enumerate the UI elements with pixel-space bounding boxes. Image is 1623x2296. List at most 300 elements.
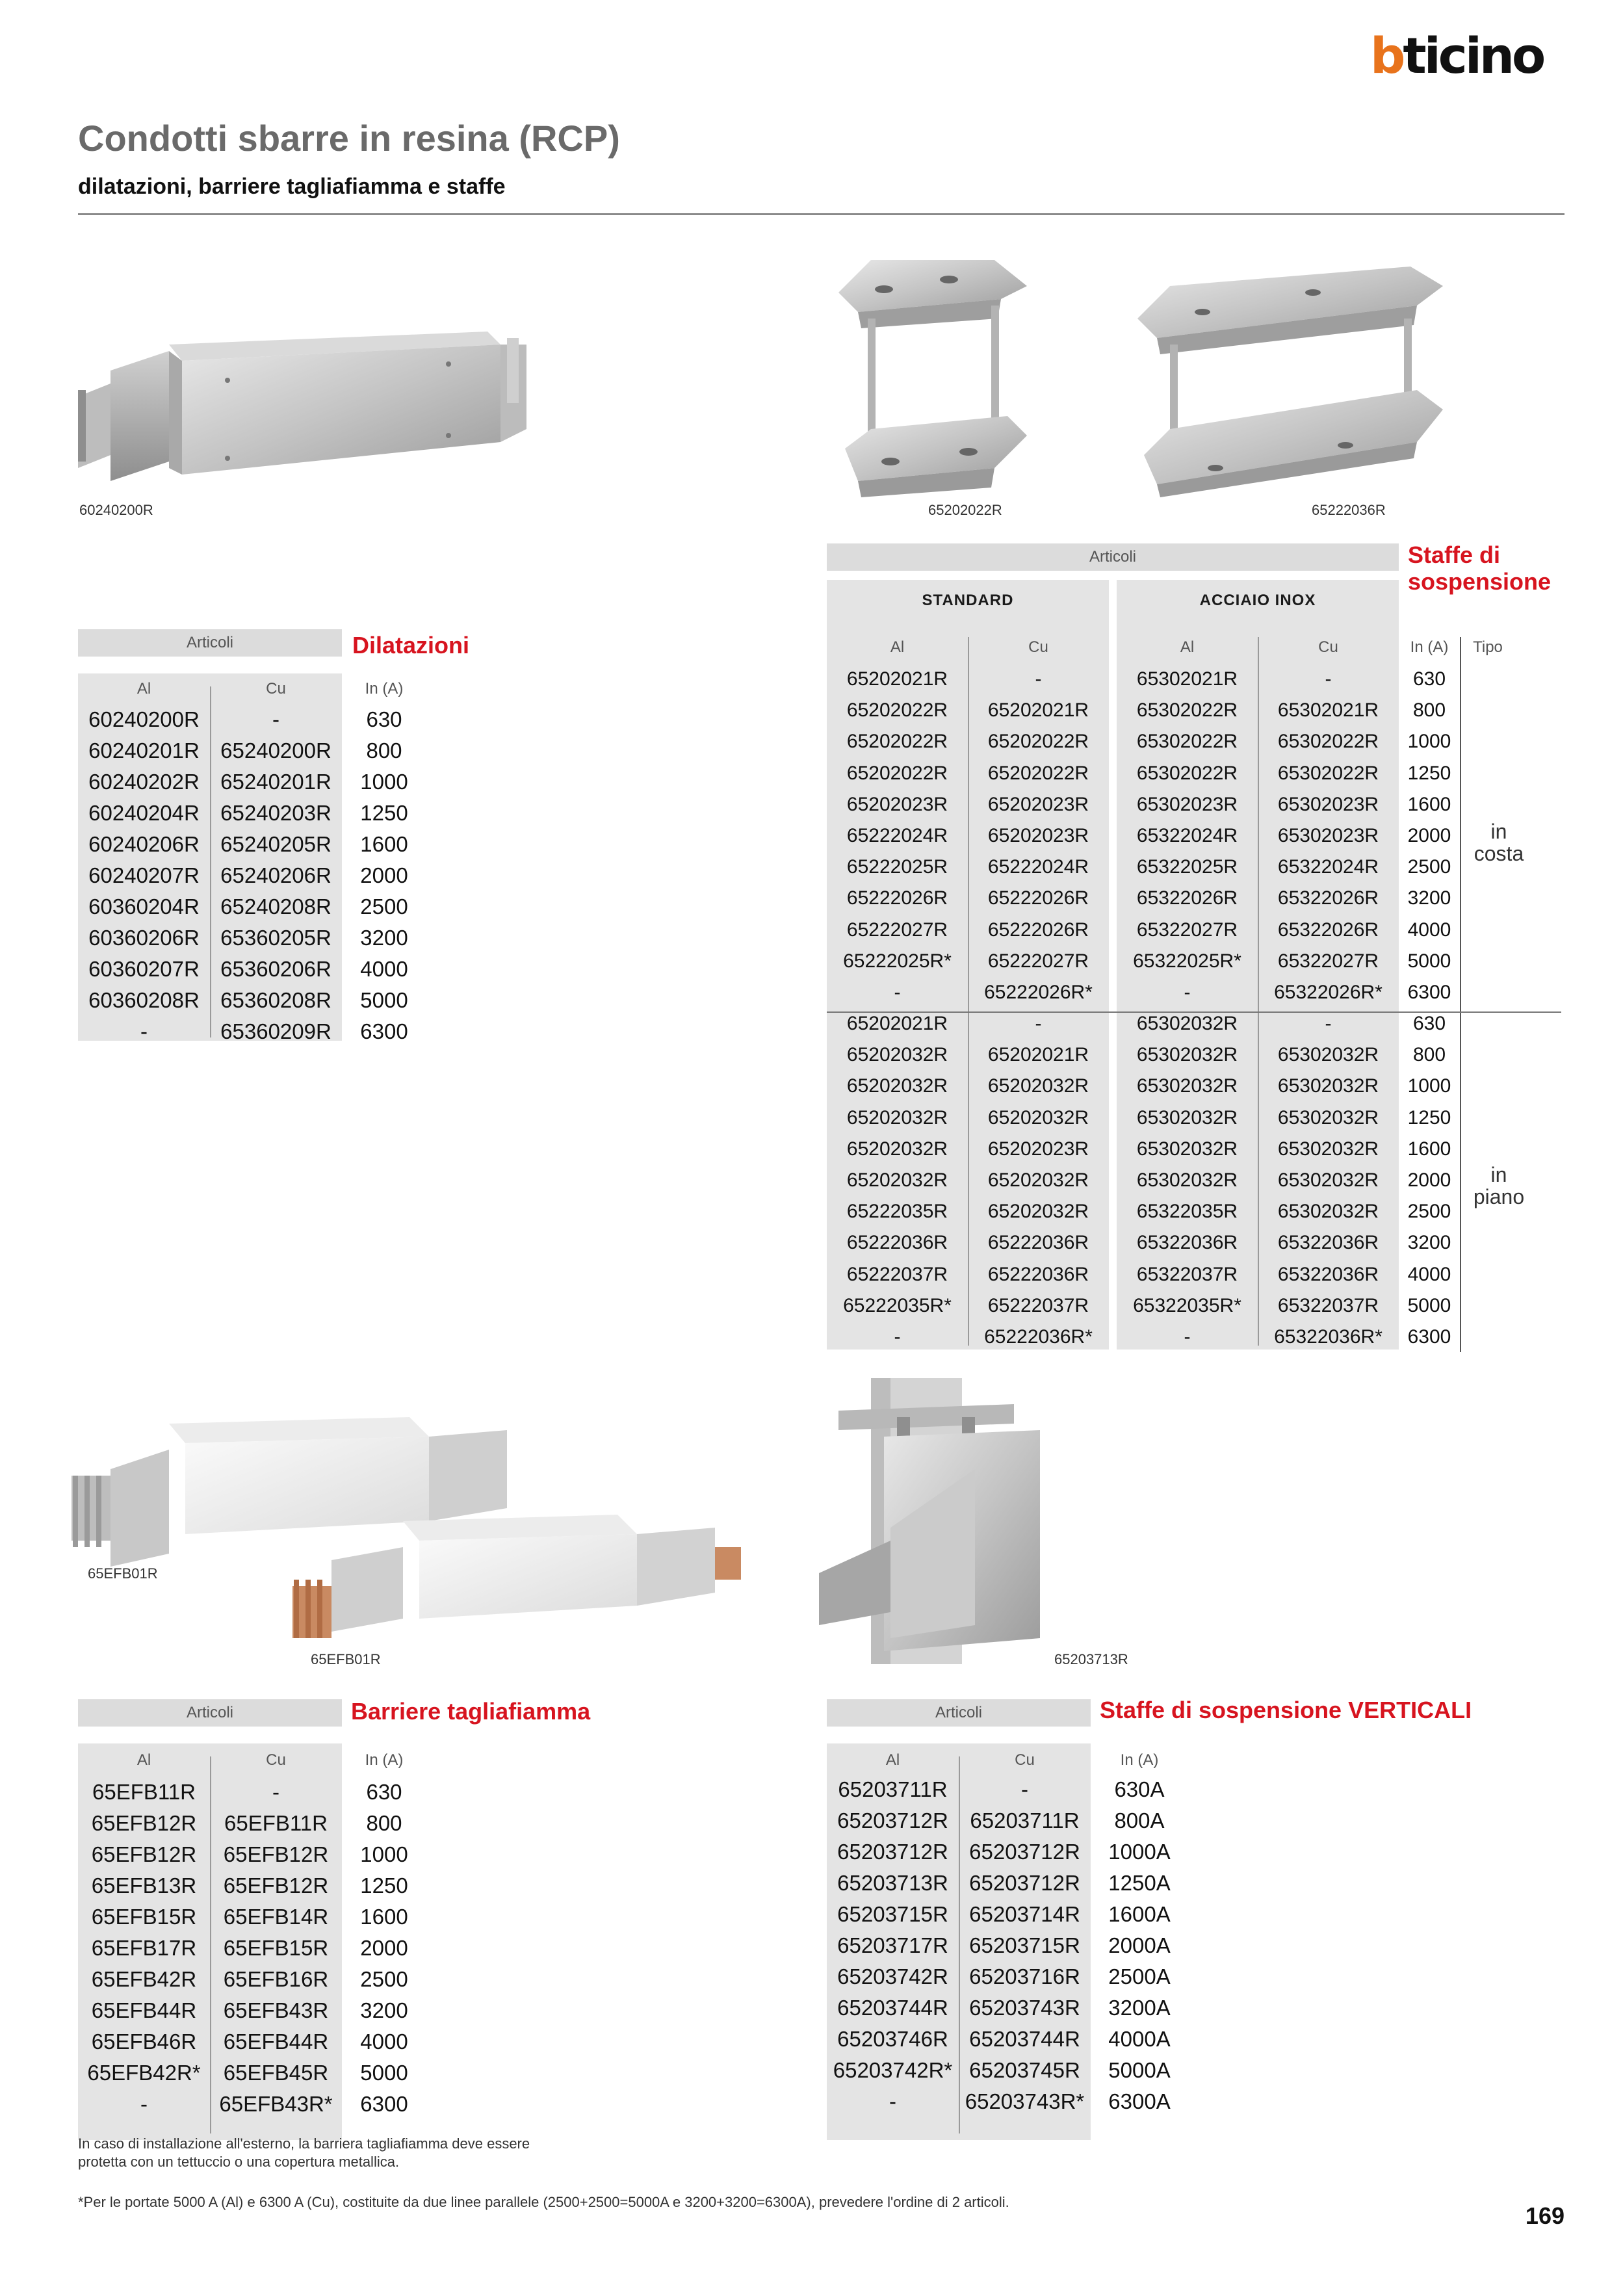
col-cu-inox: Cu bbox=[1318, 638, 1338, 656]
table-cell: 65EFB17R bbox=[91, 1936, 197, 1960]
table-row bbox=[827, 1871, 1188, 1896]
table-cell: 65322026R bbox=[1136, 887, 1238, 909]
col-in: In (A) bbox=[1120, 1751, 1159, 1769]
table-cell: 65202032R bbox=[987, 1169, 1089, 1191]
table-cell: 65EFB14R bbox=[223, 1905, 329, 1929]
table-row bbox=[78, 1873, 426, 1898]
table-cell: - bbox=[1035, 1013, 1042, 1034]
table-cell: 65203712R bbox=[837, 1840, 948, 1864]
table-cell: 65322036R bbox=[1277, 1232, 1379, 1254]
verticali-table bbox=[827, 1699, 1243, 2141]
table-row bbox=[827, 731, 1460, 753]
table-cell: 65302032R bbox=[1277, 1106, 1379, 1128]
table-cell: 65EFB44R bbox=[91, 1998, 197, 2022]
col-cu: Cu bbox=[266, 680, 286, 698]
table-cell: 65240201R bbox=[220, 770, 331, 794]
table-cell: 65203713R bbox=[837, 1871, 948, 1895]
table-cell: 65360209R bbox=[220, 1019, 331, 1043]
header-divider bbox=[78, 213, 1565, 215]
table-row bbox=[78, 988, 426, 1013]
table-cell: 65202032R bbox=[846, 1044, 948, 1066]
table-row bbox=[78, 707, 426, 732]
table-cell: 65222027R bbox=[987, 950, 1089, 972]
table-cell: 5000 bbox=[1407, 950, 1451, 972]
table-cell: 65203742R* bbox=[833, 2058, 953, 2082]
table-cell: 65302032R bbox=[1277, 1044, 1379, 1066]
table-cell: 65203744R bbox=[837, 1996, 948, 2020]
table-cell: - bbox=[140, 2092, 148, 2116]
table-cell: 6300 bbox=[360, 1019, 408, 1043]
table-row bbox=[78, 1780, 426, 1805]
table-cell: 65203743R bbox=[969, 1996, 1080, 2020]
table-cell: 65202022R bbox=[987, 731, 1089, 753]
col-in: In (A) bbox=[365, 680, 404, 698]
barriere-title: Barriere tagliafiamma bbox=[351, 1698, 591, 1725]
table-row bbox=[78, 1998, 426, 2023]
table-row bbox=[827, 699, 1460, 722]
table-cell: 65222035R bbox=[846, 1201, 948, 1223]
table-cell: 60240206R bbox=[88, 832, 200, 856]
table-row bbox=[78, 1842, 426, 1867]
table-cell: 2500 bbox=[360, 894, 408, 919]
col-cu: Cu bbox=[266, 1751, 286, 1769]
table-cell: 65302032R bbox=[1136, 1075, 1238, 1097]
table-cell: 60360206R bbox=[88, 926, 200, 950]
table-cell: 65222026R bbox=[987, 919, 1089, 941]
table-cell: 65EFB15R bbox=[91, 1905, 197, 1929]
table-cell: 60240207R bbox=[88, 863, 200, 887]
table-cell: 65EFB43R bbox=[223, 1998, 329, 2022]
table-row bbox=[827, 1013, 1460, 1035]
table-cell: 3200 bbox=[1407, 1232, 1451, 1254]
table-row bbox=[78, 770, 426, 794]
table-cell: 65203717R bbox=[837, 1933, 948, 1957]
table-cell: 1250A bbox=[1108, 1871, 1171, 1895]
table-row bbox=[78, 1936, 426, 1961]
table-cell: 1000 bbox=[1407, 1075, 1451, 1097]
col-tipo: Tipo bbox=[1473, 638, 1503, 656]
table-cell: 1000 bbox=[1407, 731, 1451, 753]
table-cell: 60240204R bbox=[88, 801, 200, 825]
table-cell: 65202032R bbox=[846, 1169, 948, 1191]
table-cell: 65240205R bbox=[220, 832, 331, 856]
table-row bbox=[78, 832, 426, 857]
table-cell: 65302023R bbox=[1277, 825, 1379, 846]
table-cell: 65202032R bbox=[987, 1075, 1089, 1097]
table-row bbox=[78, 863, 426, 888]
table-cell: 4000 bbox=[360, 957, 408, 981]
table-cell: 800 bbox=[1412, 699, 1446, 722]
table-cell: 1250 bbox=[1407, 762, 1451, 784]
table-cell: 65202022R bbox=[846, 762, 948, 784]
column-headers bbox=[78, 680, 426, 698]
barriera-tagliafiamma-image bbox=[65, 1391, 754, 1638]
table-cell: 65222027R bbox=[846, 919, 948, 941]
table-cell: 2000 bbox=[360, 1936, 408, 1960]
table-cell: 65203742R bbox=[837, 1964, 948, 1989]
table-cell: 65EFB12R bbox=[223, 1842, 329, 1866]
table-cell: 65203712R bbox=[969, 1871, 1080, 1895]
table-cell: 60240202R bbox=[88, 770, 200, 794]
table-cell: 65240200R bbox=[220, 738, 331, 763]
table-cell: 65322036R* bbox=[1274, 1326, 1383, 1348]
table-cell: 65302032R bbox=[1136, 1044, 1238, 1066]
table-cell: 65203743R* bbox=[965, 2089, 1085, 2113]
table-cell: 65203714R bbox=[969, 1902, 1080, 1926]
footnote: *Per le portate 5000 A (Al) e 6300 A (Cu), costituite da due linee parallele (2500+2500=5000A e 3200+3200=6300A), prevedere l'ordine di 2 articoli. bbox=[78, 2194, 1009, 2210]
table-cell: 65EFB46R bbox=[91, 2029, 197, 2054]
col-cu-std: Cu bbox=[1028, 638, 1048, 656]
table-cell: - bbox=[1325, 1013, 1332, 1034]
table-cell: 65202021R bbox=[846, 1013, 948, 1034]
table-cell: 65222024R bbox=[987, 856, 1089, 878]
table-cell: 65222037R bbox=[987, 1294, 1089, 1316]
table-cell: 65322037R bbox=[1136, 1263, 1238, 1285]
table-cell: 5000A bbox=[1108, 2058, 1171, 2082]
table-row bbox=[827, 2058, 1188, 2083]
table-cell: 4000 bbox=[1407, 1263, 1451, 1285]
table-cell: 65322027R bbox=[1136, 919, 1238, 941]
tipo-costa: in costa bbox=[1474, 820, 1524, 865]
table-cell: 5000 bbox=[360, 988, 408, 1012]
table-cell: 65EFB12R bbox=[223, 1873, 329, 1898]
table-cell: 800 bbox=[366, 1811, 402, 1835]
table-cell: 1600 bbox=[360, 832, 408, 856]
table-cell: 65302032R bbox=[1136, 1106, 1238, 1128]
table-cell: 65202032R bbox=[846, 1075, 948, 1097]
table-row bbox=[827, 2089, 1188, 2114]
table-cell: 65322024R bbox=[1136, 825, 1238, 846]
table-row bbox=[78, 801, 426, 826]
table-cell: 65202022R bbox=[987, 762, 1089, 784]
table-row bbox=[827, 982, 1460, 1004]
table-cell: 65202021R bbox=[846, 668, 948, 690]
table-cell: 65302032R bbox=[1136, 1013, 1238, 1034]
table-cell: 2500 bbox=[1407, 856, 1451, 878]
verticali-title: Staffe di sospensione VERTICALI bbox=[1100, 1697, 1472, 1723]
table-cell: 65360208R bbox=[220, 988, 331, 1012]
table-row bbox=[827, 1840, 1188, 1864]
table-cell: 65222036R bbox=[987, 1263, 1089, 1285]
table-cell: 65322037R bbox=[1277, 1294, 1379, 1316]
table-cell: 65203715R bbox=[837, 1902, 948, 1926]
standard-header: STANDARD bbox=[922, 592, 1014, 609]
table-row bbox=[827, 1964, 1188, 1989]
table-cell: 65322027R bbox=[1277, 950, 1379, 972]
table-cell: 65302021R bbox=[1277, 699, 1379, 722]
dilatazioni-table bbox=[78, 629, 494, 1071]
col-al: Al bbox=[136, 680, 151, 698]
table-cell: 65302032R bbox=[1136, 1169, 1238, 1191]
table-cell: 1600A bbox=[1108, 1902, 1171, 1926]
table-cell: 4000 bbox=[360, 2029, 408, 2054]
table-cell: 630 bbox=[366, 1780, 402, 1804]
table-cell: 65202022R bbox=[846, 699, 948, 722]
table-cell: 65202032R bbox=[846, 1106, 948, 1128]
barriera-code-b: 65EFB01R bbox=[311, 1651, 381, 1667]
table-cell: 4000A bbox=[1108, 2027, 1171, 2051]
table-row bbox=[827, 1777, 1188, 1802]
table-cell: 65203712R bbox=[837, 1808, 948, 1833]
table-cell: 65322024R bbox=[1277, 856, 1379, 878]
table-row bbox=[827, 825, 1460, 847]
barriere-note: In caso di installazione all'esterno, la barriera tagliafiamma deve essere protetta con un tettuccio o una copertura metallica. bbox=[78, 2135, 530, 2170]
table-row bbox=[827, 1169, 1460, 1192]
table-cell: - bbox=[889, 2089, 896, 2113]
table-cell: 65EFB45R bbox=[223, 2061, 329, 2085]
table-row bbox=[827, 950, 1460, 972]
staffa-verticale-code: 65203713R bbox=[1054, 1651, 1128, 1667]
table-row bbox=[827, 1326, 1460, 1348]
table-cell: 65302032R bbox=[1136, 1138, 1238, 1160]
table-cell: - bbox=[1325, 668, 1332, 690]
column-divider bbox=[1460, 637, 1461, 1352]
articoli-header: Articoli bbox=[78, 629, 342, 657]
table-cell: 65EFB12R bbox=[91, 1842, 197, 1866]
table-cell: 65302032R bbox=[1277, 1138, 1379, 1160]
table-cell: 1600 bbox=[1407, 1138, 1451, 1160]
table-cell: 630 bbox=[366, 707, 402, 731]
table-cell: - bbox=[272, 1780, 279, 1804]
table-cell: 65EFB42R* bbox=[87, 2061, 201, 2085]
table-cell: 1250 bbox=[360, 801, 408, 825]
col-al: Al bbox=[885, 1751, 900, 1769]
table-row bbox=[827, 1295, 1460, 1317]
table-cell: - bbox=[140, 1019, 148, 1043]
table-cell: 1000 bbox=[360, 770, 408, 794]
table-cell: 65EFB11R bbox=[92, 1780, 196, 1804]
table-cell: - bbox=[1184, 1326, 1191, 1348]
col-al: Al bbox=[136, 1751, 151, 1769]
table-cell: 65322025R* bbox=[1133, 950, 1241, 972]
col-in: In (A) bbox=[1410, 638, 1449, 656]
table-cell: 65EFB13R bbox=[91, 1873, 197, 1898]
table-cell: 60240201R bbox=[88, 738, 200, 763]
table-cell: - bbox=[1035, 668, 1042, 690]
table-cell: 4000 bbox=[1407, 919, 1451, 941]
table-cell: 60360208R bbox=[88, 988, 200, 1012]
table-cell: 2500 bbox=[360, 1967, 408, 1991]
table-row bbox=[827, 1808, 1188, 1833]
column-headers bbox=[827, 1751, 1188, 1769]
table-cell: 65302032R bbox=[1277, 1169, 1379, 1191]
staffa-inox-code: 65222036R bbox=[1312, 502, 1386, 518]
table-cell: 65202023R bbox=[987, 1138, 1089, 1160]
table-row bbox=[827, 1996, 1188, 2020]
table-row bbox=[827, 1201, 1460, 1223]
articoli-header: Articoli bbox=[827, 543, 1399, 571]
table-cell: 65EFB16R bbox=[223, 1967, 329, 1991]
table-row bbox=[827, 1138, 1460, 1160]
table-cell: 65222026R* bbox=[984, 982, 1093, 1003]
table-cell: 65203712R bbox=[969, 1840, 1080, 1864]
table-cell: 65202021R bbox=[987, 1044, 1089, 1066]
column-headers bbox=[78, 1751, 426, 1769]
table-cell: 60240200R bbox=[88, 707, 200, 731]
table-cell: 630 bbox=[1412, 668, 1446, 690]
table-cell: 65EFB12R bbox=[91, 1811, 197, 1835]
tipo-piano: in piano bbox=[1473, 1163, 1525, 1208]
table-cell: 3200 bbox=[360, 926, 408, 950]
table-cell: 65322036R bbox=[1277, 1263, 1379, 1285]
table-cell: 65302022R bbox=[1136, 762, 1238, 784]
table-cell: 3200 bbox=[1407, 887, 1451, 909]
col-in: In (A) bbox=[365, 1751, 404, 1769]
table-cell: 65202032R bbox=[987, 1106, 1089, 1128]
table-cell: 3200A bbox=[1108, 1996, 1171, 2020]
table-row bbox=[827, 856, 1460, 878]
table-row bbox=[827, 2027, 1188, 2052]
table-cell: 65322026R bbox=[1277, 887, 1379, 909]
table-cell: 65EFB11R bbox=[224, 1811, 328, 1835]
table-cell: 65302032R bbox=[1277, 1075, 1379, 1097]
table-cell: 65322035R* bbox=[1133, 1294, 1241, 1316]
table-cell: 65202022R bbox=[846, 731, 948, 753]
table-cell: 65302023R bbox=[1136, 793, 1238, 815]
table-cell: 65222036R bbox=[846, 1232, 948, 1254]
table-cell: 2500 bbox=[1407, 1201, 1451, 1223]
table-cell: 65222026R bbox=[987, 887, 1089, 909]
col-al-inox: Al bbox=[1180, 638, 1195, 656]
table-cell: - bbox=[1184, 982, 1191, 1003]
table-cell: 800 bbox=[1412, 1044, 1446, 1066]
table-cell: 65203746R bbox=[837, 2027, 948, 2051]
table-cell: 65EFB42R bbox=[91, 1967, 197, 1991]
column-headers bbox=[827, 638, 1516, 657]
col-cu: Cu bbox=[1015, 1751, 1035, 1769]
staffe-table bbox=[827, 543, 1548, 1356]
table-cell: 65222025R* bbox=[843, 950, 952, 972]
table-cell: 630A bbox=[1114, 1777, 1165, 1801]
table-cell: 800 bbox=[366, 738, 402, 763]
dilatazione-code: 60240200R bbox=[79, 502, 153, 518]
staffa-inox-image bbox=[1131, 260, 1449, 501]
table-row bbox=[78, 2029, 426, 2054]
table-cell: 6300 bbox=[360, 2092, 408, 2116]
barriere-table bbox=[78, 1699, 494, 2141]
table-cell: 65360206R bbox=[220, 957, 331, 981]
table-cell: 65222037R bbox=[846, 1263, 948, 1285]
table-cell: 65322025R bbox=[1136, 856, 1238, 878]
table-cell: 65302022R bbox=[1136, 731, 1238, 753]
table-cell: 65203711R bbox=[838, 1777, 948, 1801]
table-cell: 65302022R bbox=[1136, 699, 1238, 722]
table-cell: 6300A bbox=[1108, 2089, 1171, 2113]
dilatazioni-title: Dilatazioni bbox=[352, 632, 470, 659]
table-cell: 65360205R bbox=[220, 926, 331, 950]
table-cell: 800A bbox=[1114, 1808, 1165, 1833]
table-cell: 5000 bbox=[1407, 1294, 1451, 1316]
table-row bbox=[78, 1019, 426, 1044]
table-cell: 65203744R bbox=[969, 2027, 1080, 2051]
table-cell: 65302032R bbox=[1277, 1201, 1379, 1223]
table-cell: 65302022R bbox=[1277, 731, 1379, 753]
table-row bbox=[827, 1044, 1460, 1066]
bticino-logo: bticino bbox=[1370, 27, 1544, 85]
staffa-standard-code: 65202022R bbox=[928, 502, 1002, 518]
table-cell: 65202023R bbox=[846, 793, 948, 815]
table-cell: 65222025R bbox=[846, 856, 948, 878]
table-row bbox=[78, 1811, 426, 1836]
table-row bbox=[78, 894, 426, 919]
table-cell: 2000 bbox=[1407, 1169, 1451, 1191]
table-row bbox=[827, 668, 1460, 690]
table-row bbox=[827, 1075, 1460, 1097]
table-cell: - bbox=[894, 982, 901, 1003]
table-cell: 65202032R bbox=[987, 1201, 1089, 1223]
table-cell: 65203711R bbox=[970, 1808, 1080, 1833]
table-cell: 65222036R* bbox=[984, 1326, 1093, 1348]
table-cell: 65322026R* bbox=[1274, 982, 1383, 1003]
table-cell: 65222036R bbox=[987, 1232, 1089, 1254]
table-row bbox=[78, 738, 426, 763]
table-cell: 1600 bbox=[360, 1905, 408, 1929]
table-cell: 65322035R bbox=[1136, 1201, 1238, 1223]
table-cell: 6300 bbox=[1407, 1326, 1451, 1348]
table-cell: 65222026R bbox=[846, 887, 948, 909]
table-cell: 65202021R bbox=[987, 699, 1089, 722]
table-cell: 1250 bbox=[1407, 1106, 1451, 1128]
table-cell: 65302023R bbox=[1277, 793, 1379, 815]
table-cell: - bbox=[894, 1326, 901, 1348]
table-row bbox=[827, 1264, 1460, 1286]
table-row bbox=[78, 1967, 426, 1992]
table-cell: 2000 bbox=[360, 863, 408, 887]
dilatazione-image bbox=[71, 306, 526, 501]
table-cell: 65240208R bbox=[220, 894, 331, 919]
table-cell: 1000 bbox=[360, 1842, 408, 1866]
table-cell: 65302021R bbox=[1136, 668, 1238, 690]
table-cell: 65EFB44R bbox=[223, 2029, 329, 2054]
table-cell: - bbox=[272, 707, 279, 731]
table-cell: 60360204R bbox=[88, 894, 200, 919]
table-cell: 65EFB43R* bbox=[219, 2092, 333, 2116]
staffe-title: Staffe di sospensione bbox=[1408, 541, 1552, 595]
table-cell: 65203716R bbox=[969, 1964, 1080, 1989]
table-cell: 65222024R bbox=[846, 825, 948, 846]
table-cell: 2000A bbox=[1108, 1933, 1171, 1957]
table-cell: 60360207R bbox=[88, 957, 200, 981]
table-cell: 65202023R bbox=[987, 793, 1089, 815]
table-row bbox=[78, 1905, 426, 1929]
table-row bbox=[78, 2061, 426, 2085]
inox-header: ACCIAIO INOX bbox=[1199, 592, 1316, 609]
table-cell: 65203745R bbox=[969, 2058, 1080, 2082]
table-cell: 65302022R bbox=[1277, 762, 1379, 784]
table-cell: 65240206R bbox=[220, 863, 331, 887]
table-row bbox=[827, 1933, 1188, 1958]
col-al-std: Al bbox=[890, 638, 905, 656]
table-row bbox=[827, 887, 1460, 909]
table-cell: 65240203R bbox=[220, 801, 331, 825]
table-cell: 6300 bbox=[1407, 982, 1451, 1003]
table-cell: 65222035R* bbox=[843, 1294, 952, 1316]
articoli-header: Articoli bbox=[78, 1699, 342, 1727]
page-subtitle: dilatazioni, barriere tagliafiamma e staffe bbox=[78, 174, 506, 199]
table-row bbox=[827, 763, 1460, 785]
articoli-header: Articoli bbox=[827, 1699, 1091, 1727]
table-cell: 5000 bbox=[360, 2061, 408, 2085]
staffa-standard-image bbox=[832, 254, 1033, 501]
table-cell: - bbox=[1021, 1777, 1028, 1801]
table-row bbox=[827, 1902, 1188, 1927]
table-cell: 65203715R bbox=[969, 1933, 1080, 1957]
table-cell: 65202032R bbox=[846, 1138, 948, 1160]
table-cell: 1600 bbox=[1407, 793, 1451, 815]
table-row bbox=[827, 919, 1460, 941]
page-title: Condotti sbarre in resina (RCP) bbox=[78, 118, 620, 159]
table-cell: 2000 bbox=[1407, 825, 1451, 846]
